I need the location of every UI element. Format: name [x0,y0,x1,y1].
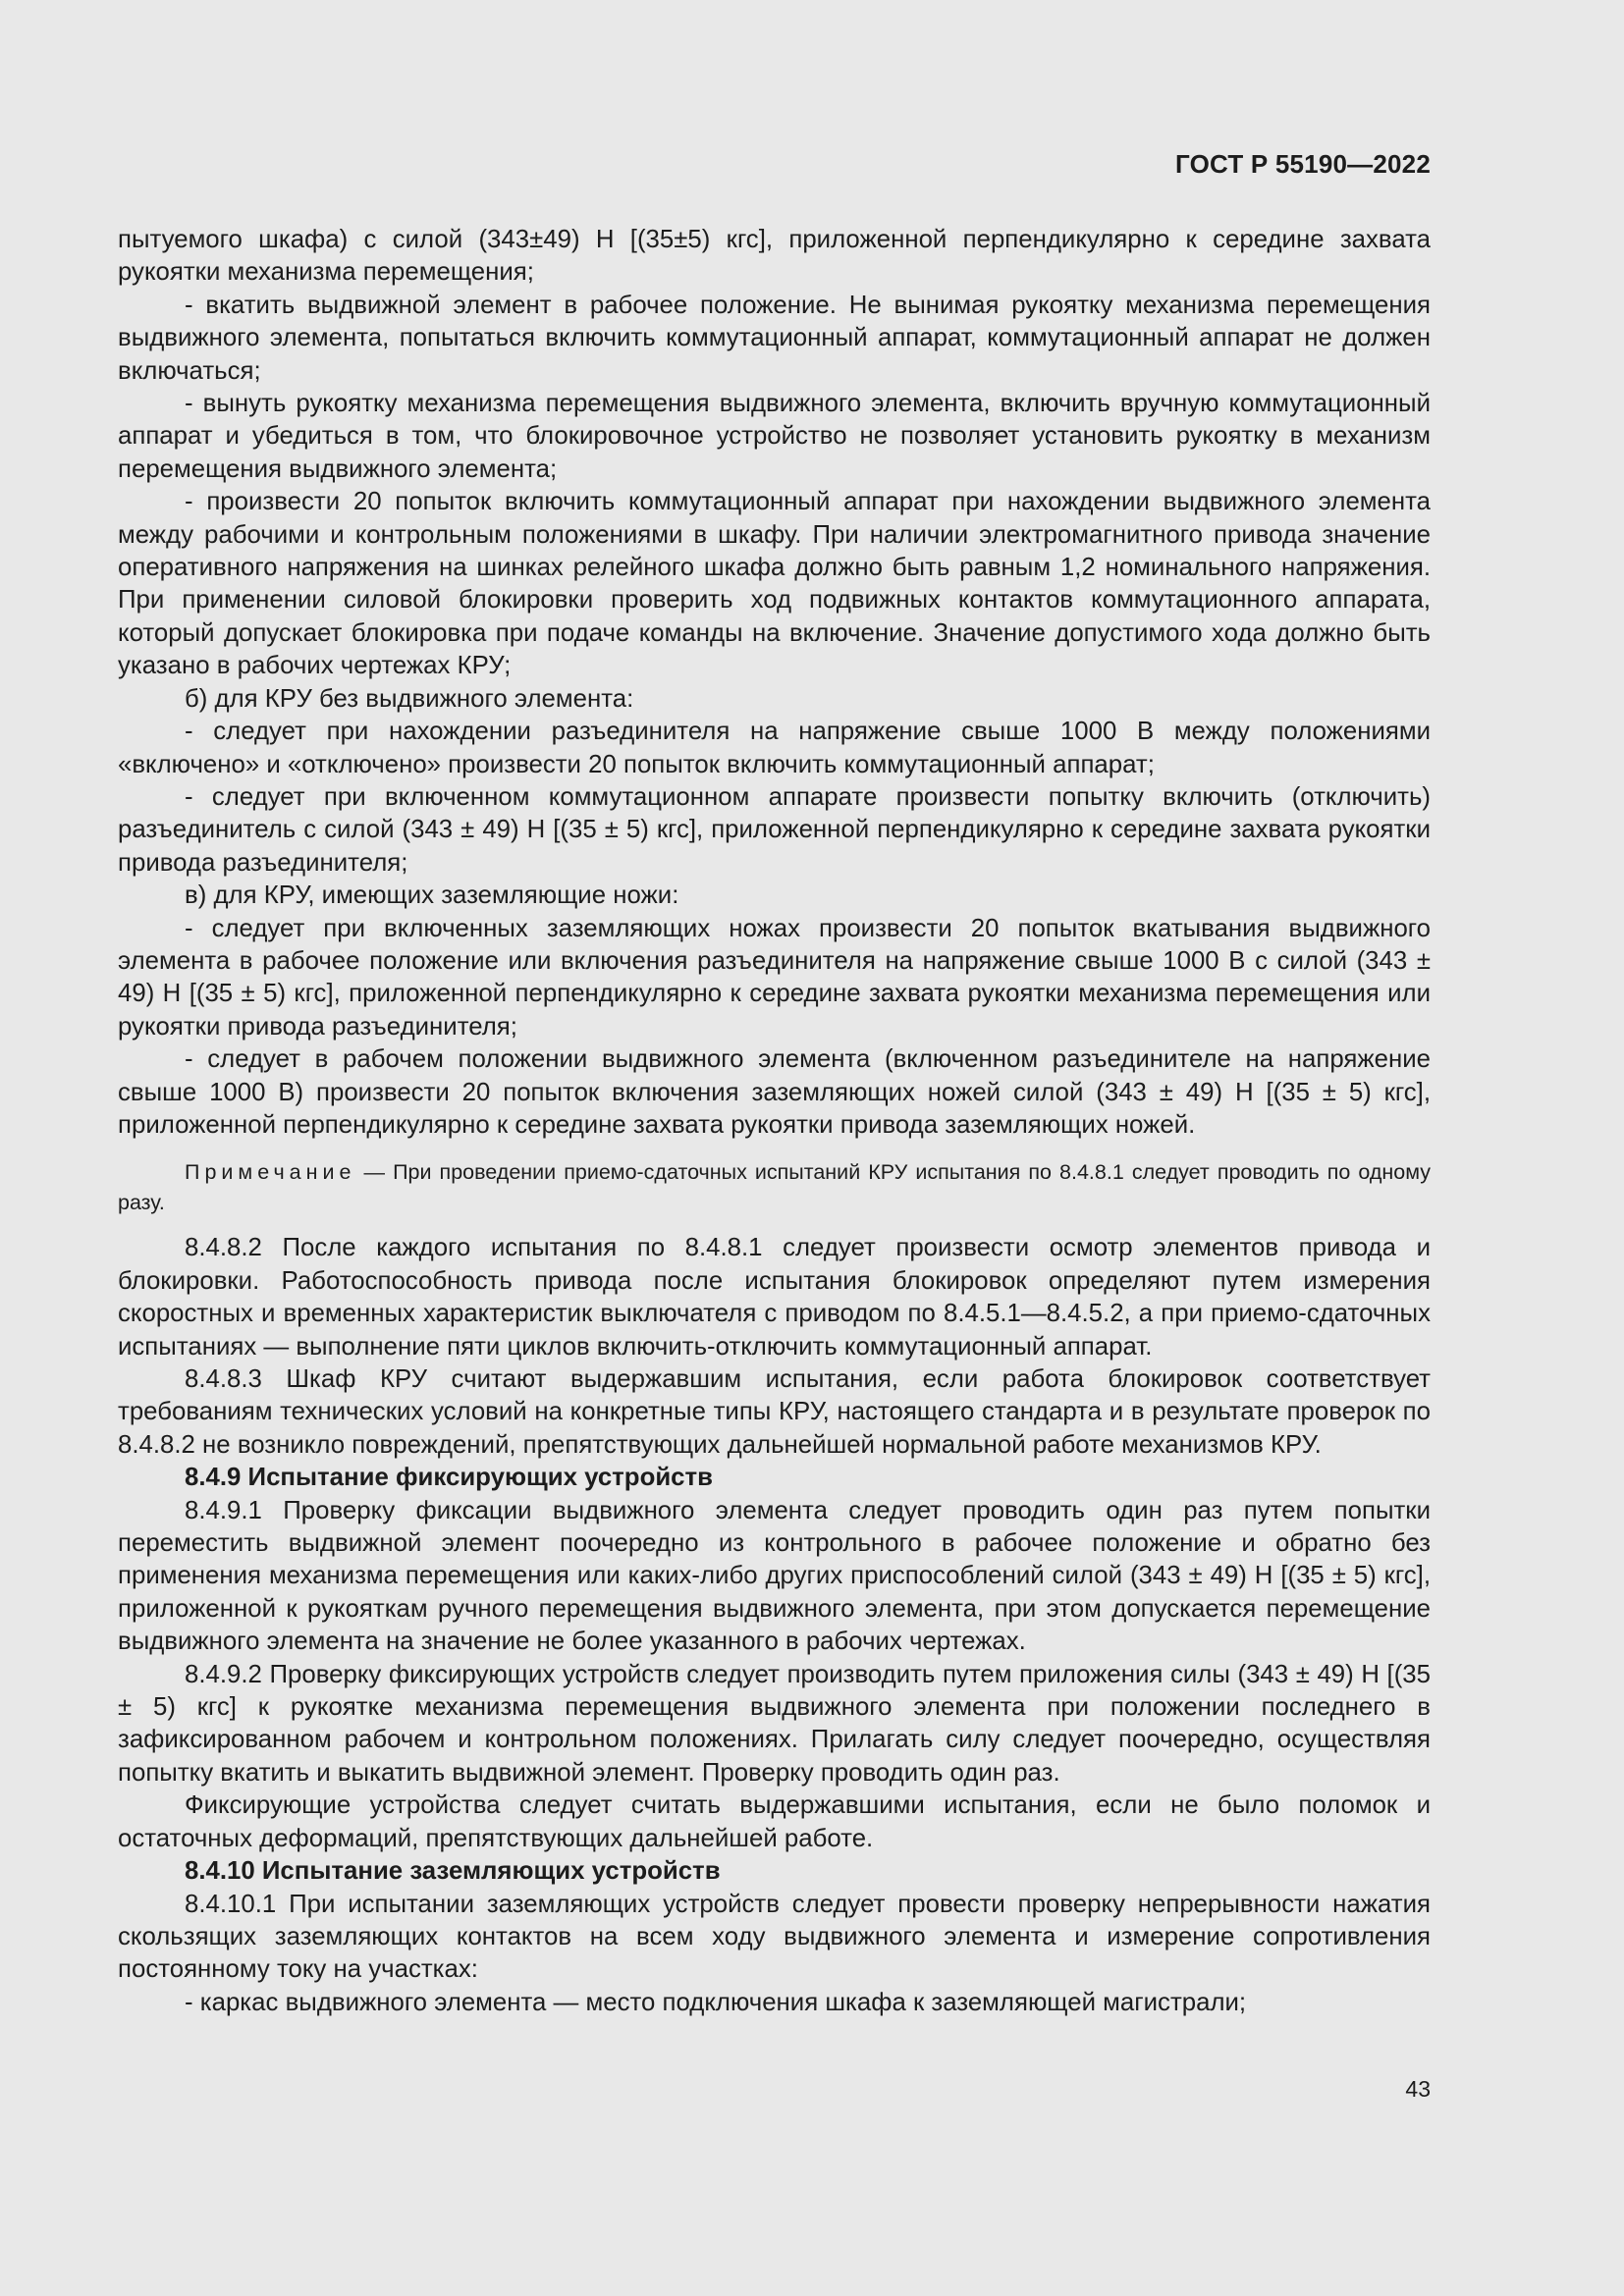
paragraph: 8.4.9.1 Проверку фиксации выдвижного элемента следует проводить один раз путем попытки переместить выдвижной элемент поочередно из контрольного в рабочее положение и обратно без применения механизма перемещения или каких-либо других приспособлений силой (343 ± 49) Н [(35 ± 5) кгс], приложенной к рукояткам ручного перемещения выдвижного элемента, при этом допускается перемещение выдвижного элемента на значение не более указанного в рабочих чертежах. [118,1496,1431,1656]
paragraph: Фиксирующие устройства следует считать выдержавшими испытания, если не было поломок и остаточных деформаций, препятствующих дальнейшей работе. [118,1791,1431,1852]
paragraph: 8.4.8.2 После каждого испытания по 8.4.8.1 следует произвести осмотр элементов привода и блокировки. Работоспособность привода после испытания блокировок определяют путем измерения скоростных и временных характеристик выключателя с приводом по 8.4.5.1—8.4.5.2, а при приемо-сдаточных испытаниях — выполнение пяти циклов включить-отключить коммутационный аппарат. [118,1234,1431,1361]
paragraph: - вынуть рукоятку механизма перемещения выдвижного элемента, включить вручную коммутационный аппарат и убедиться в том, что блокировочное устройство не позволяет установить рукоятку в механизм перемещения выдвижного элемента; [118,390,1431,483]
section-heading: 8.4.9 Испытание фиксирующих устройств [185,1464,714,1492]
paragraph-group-1 [118,224,1431,1142]
paragraph: - каркас выдвижного элемента — место подключения шкафа к заземляющей магистрали; [185,1988,1247,2016]
body-text [118,224,1431,2019]
paragraph-group-2 [118,1232,1431,2019]
document-code: ГОСТ Р 55190—2022 [1175,149,1431,179]
paragraph: - следует при включенных заземляющих ножах произвести 20 попыток вкатывания выдвижного элемента в рабочее положение или включения разъединителя на напряжение свыше 1000 В с силой (343 ± 49) Н [(35 ± 5) кгс], приложенной перпендикулярно к середине захвата рукоятки механизма перемещения или рукоятки привода разъединителя; [118,914,1431,1041]
paragraph: - следует при включенном коммутационном аппарате произвести попытку включить (отключить) разъединитель с силой (343 ± 49) Н [(35 ± 5) кгс], приложенной перпендикулярно к середине захвата рукоятки привода разъединителя; [118,782,1431,877]
paragraph: - произвести 20 попыток включить коммутационный аппарат при нахождении выдвижного элемента между рабочими и контрольным положениями в шкафу. При наличии электромагнитного привода значение оперативного напряжения на шинках релейного шкафа должно быть равным 1,2 номинального напряжения. При применении силовой блокировки проверить ход подвижных контактов коммутационного аппарата, который допускает блокировка при подаче команды на включение. Значение допустимого хода должно быть указано в рабочих чертежах КРУ; [118,488,1431,680]
paragraph: - следует в рабочем положении выдвижного элемента (включенном разъединителе на напряжение свыше 1000 В) произвести 20 попыток включения заземляющих ножей силой (343 ± 49) Н [(35 ± 5) кгс], приложенной перпендикулярно к середине захвата рукоятки привода заземляющих ножей. [118,1045,1431,1139]
page-number: 43 [1405,2076,1431,2102]
paragraph: 8.4.9.2 Проверку фиксирующих устройств следует производить путем приложения силы (343 ± 49) Н [(35 ± 5) кгс] к рукоятке механизма перемещения выдвижного элемента при положении последнего в зафиксированном рабочем и контрольном положениях. Прилагать силу следует поочередно, осуществляя попытку вкатить и выкатить выдвижной элемент. Проверку проводить один раз. [118,1660,1431,1787]
note [118,1157,1431,1218]
section-heading: 8.4.10 Испытание заземляющих устройств [185,1857,721,1886]
note-label: Примечание [185,1160,356,1185]
paragraph: - вкатить выдвижной элемент в рабочее положение. Не вынимая рукоятку механизма перемещения выдвижного элемента, попытаться включить коммутационный аппарат, коммутационный аппарат не должен включаться; [118,291,1431,385]
paragraph: 8.4.10.1 При испытании заземляющих устройств следует провести проверку непрерывности нажатия скользящих заземляющих контактов на всем ходу выдвижного элемента и измерение сопротивления постоянному току на участках: [118,1890,1431,1984]
note-text: — При проведении приемо-сдаточных испытаний КРУ испытания по 8.4.8.1 следует проводить по одному разу. [118,1160,1431,1215]
paragraph: 8.4.8.3 Шкаф КРУ считают выдержавшим испытания, если работа блокировок соответствует требованиям технических условий на конкретные типы КРУ, настоящего стандарта и в результате проверок по 8.4.8.2 не возникло повреждений, препятствующих дальнейшей нормальной работе механизмов КРУ. [118,1365,1431,1459]
paragraph: в) для КРУ, имеющих заземляющие ножи: [185,881,679,910]
paragraph: - следует при нахождении разъединителя на напряжение свыше 1000 В между положениями «включено» и «отключено» произвести 20 попыток включить коммутационный аппарат; [118,718,1431,778]
paragraph: б) для КРУ без выдвижного элемента: [185,684,634,713]
paragraph: пытуемого шкафа) с силой (343±49) Н [(35±5) кгс], приложенной перпендикулярно к середине захвата рукоятки механизма перемещения; [118,226,1431,287]
